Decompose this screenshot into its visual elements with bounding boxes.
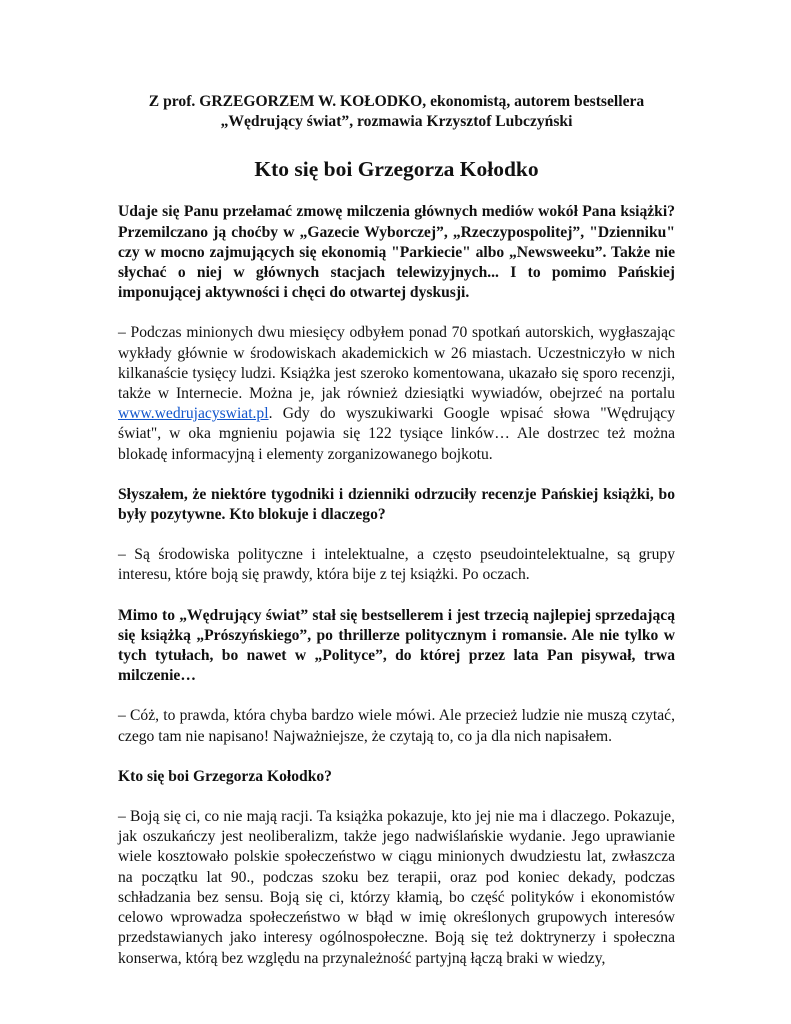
- portal-link[interactable]: www.wedrujacyswiat.pl: [118, 405, 269, 423]
- answer-1: [118, 323, 675, 464]
- question-3: Mimo to „Wędrujący świat” stał się bestsellerem i jest trzecią najlepiej sprzedającą się książką „Prószyńskiego”, po thrillerze politycznym i romansie. Ale nie tylko w tych tytułach, bo nawet w „Polityce”, do której przez lata Pan pisywał, trwa milczenie…: [118, 606, 675, 685]
- question-2: Słyszałem, że niektóre tygodniki i dzienniki odrzuciły recenzje Pańskiej książki, bo były pozytywne. Kto blokuje i dlaczego?: [118, 485, 675, 524]
- article-intro: [118, 92, 675, 132]
- intro-line-1: Z prof. GRZEGORZEM W. KOŁODKO, ekonomistą, autorem bestsellera: [148, 93, 645, 110]
- answer-3: – Cóż, to prawda, która chyba bardzo wiele mówi. Ale przecież ludzie nie muszą czytać, czego tam nie napisano! Najważniejsze, że czytają to, co ja dla nich napisałem.: [118, 707, 675, 745]
- answer-1-text-before-link: – Podczas minionych dwu miesięcy odbyłem ponad 70 spotkań autorskich, wygłaszając wykłady głównie w środowiskach akademickich w 26 miastach. Uczestniczyło w nich kilkanaście tysięcy ludzi. Książka jest szeroko komentowana, ukazało się sporo recenzji, także w Internecie. Można je, jak również dziesiątki wywiadów, obejrzeć na portalu: [118, 324, 675, 403]
- answer-1-text-after-link: . Gdy do wyszukiwarki Google wpisać słowa "Wędrujący świat", w oka mgnieniu pojawia się 122 tysiące linków… Ale dostrzec też można blokadę informacyjną i elementy zorganizowanego bojkotu.: [118, 405, 675, 463]
- answer-4: – Boją się ci, co nie mają racji. Ta książka pokazuje, kto jej nie ma i dlaczego. Pokazuje, jak oszukańczy jest neoliberalizm, także jego nadwiślańskie wydanie. Jego uprawianie wiele kosztowało polskie społeczeństwo w ciągu minionych dwudziestu lat, zwłaszcza na początku lat 90., podczas szoku bez terapii, oraz pod koniec dekady, podczas schładzania bez sensu. Boją się ci, którzy kłamią, bo część polityków i ekonomistów celowo wprowadza społeczeństwo w błąd w imię określonych grupowych interesów przedstawianych jako interesy ogólnospołeczne. Boją się też doktrynerzy i społeczna konserwa, którą bez względu na przynależność partyjną łączą braki w wiedzy,: [118, 808, 675, 967]
- document-page: [118, 92, 675, 969]
- intro-line-2: „Wędrujący świat”, rozmawia Krzysztof Lubczyński: [220, 113, 573, 131]
- answer-2: – Są środowiska polityczne i intelektualne, a często pseudointelektualne, są grupy interesu, które boją się prawdy, która bije z tej książki. Po oczach.: [118, 546, 675, 584]
- question-4: Kto się boi Grzegorza Kołodko?: [118, 767, 332, 785]
- question-1: Udaje się Panu przełamać zmowę milczenia głównych mediów wokół Pana książki? Przemilczano ją choćby w „Gazecie Wyborczej”, „Rzeczypospolitej”, "Dzienniku" czy w mocno zajmujących się ekonomią "Parkiecie" albo „Newsweeku”. Także nie słychać o niej w głównych stacjach telewizyjnych... I to pomimo Pańskiej imponującej aktywności i chęci do otwartej dyskusji.: [118, 203, 675, 302]
- article-title: Kto się boi Grzegorza Kołodko: [254, 157, 539, 182]
